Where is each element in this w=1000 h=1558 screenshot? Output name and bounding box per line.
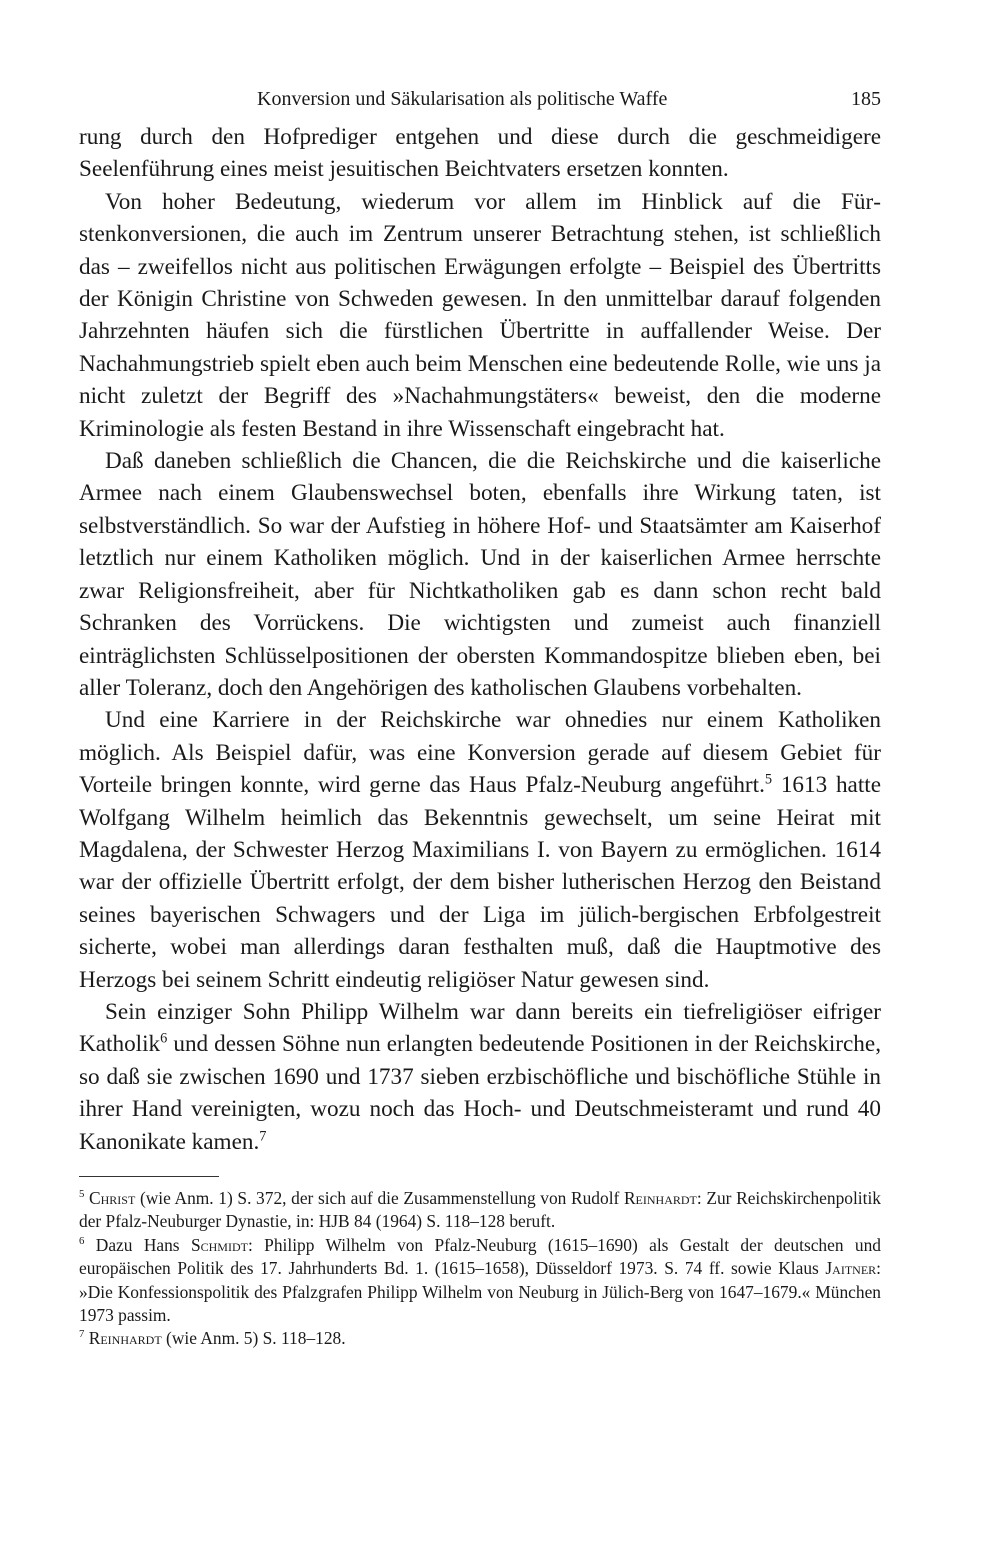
paragraph-2: Von hoher Bedeutung, wiederum vor allem im Hinblick auf die Fürstenkonversionen, die auch im Zentrum unserer Betrachtung stehen, ist schließlich das – zweifellos nicht aus politischen Erwägungen erfolgte – Beispiel des Übertritts der Königin Christine von Schweden gewesen. In den unmittelbar darauf folgenden Jahrzehnten häufen sich die fürstlichen Übertritte in auffallender Weise. Der Nachahmungstrieb spielt eben auch beim Menschen eine bedeutende Rolle, wie uns ja nicht zuletzt der Begriff des »Nachahmungstäters« beweist, den die moderne Kriminologie als festen Bestand in ihre Wissenschaft eingebracht hat. (79, 188, 881, 442)
footnote-ref-5: 5 (764, 771, 773, 788)
footnote-ref-6: 6 (160, 1030, 168, 1047)
paragraph-1: rung durch den Hofprediger entgehen und diese durch die geschmeidigere Seelenführung eines meist jesuitischen Beichtvaters ersetzen konnten. (79, 124, 881, 183)
footnote-6: $^6$ Dazu Hans Schmidt: Philipp Wilhelm von Pfalz-Neuburg (1615–1690) als Gestalt der deutschen und europäischen Politik des 17. Jahrhunderts Bd. 1. (1615–1658), Düsseldorf 1973. S. 74 ff. sowie Klaus Jaitner: »Die Konfessionspolitik des Pfalzgrafen Philipp Wilhelm von Neuburg in Jülich-Berg von 1647–1679.« München 1973 passim. (79, 1234, 882, 1326)
footnote-divider (79, 1176, 219, 1177)
paragraph-3: Daß daneben schließlich die Chancen, die die Reichskirche und die kaiserliche Armee nach einem Glaubenswechsel boten, ebenfalls ihre Wirkung taten, ist selbstverständlich. So war der Aufstieg in höhere Hof- und Staatsämter am Kaiserhof letztlich nur einem Katholiken möglich. Und in der kaiserlichen Armee herrschte zwar Religionsfreiheit, aber für Nichtkatholiken gab es dann schon recht bald Schranken des Vorrückens. Die wichtigsten und zumeist auch finanziell einträglichsten Schlüsselpositionen der obersten Kommandospitze blieben eben, bei aller Toleranz, doch den Angehörigen des katholischen Glaubens vorbehalten. (79, 448, 881, 701)
book-page (79, 88, 881, 1351)
footnote-ref-7: 7 (259, 1127, 267, 1144)
footnote-5: $^5$ Christ (wie Anm. 1) S. 372, der sich auf die Zusammenstellung von Rudolf Reinhardt: Zur Reichskirchenpolitik der Pfalz-Neuburger Dynastie, in: HJB 84 (1964) S. 118–128 beruft. (79, 1188, 881, 1232)
paragraph-5: Sein einziger Sohn Philipp Wilhelm war dann bereits ein tiefreligiöser eifriger Katholik$^6$ und dessen Söhne nun erlangten bedeutende Positionen in der Reichskirche, so daß sie zwischen 1690 und 1737 sieben erzbischöfliche und bischöfliche Stühle in ihrer Hand vereinigten, wozu noch das Hoch- und Deutschmeisteramt und rund 40 Kanonikate kamen.$^7$ (79, 998, 881, 1155)
page-number: 185 (851, 88, 881, 110)
body-text (79, 121, 881, 1158)
running-header (79, 88, 881, 111)
footnote-7: $^7$ Reinhardt (wie Anm. 5) S. 118–128. (79, 1328, 346, 1349)
running-title: Konversion und Säkularisation als politische Waffe (257, 88, 668, 110)
footnotes (79, 1187, 881, 1351)
paragraph-4: Und eine Karriere in der Reichskirche war ohnedies nur einem Katholiken möglich. Als Beispiel dafür, was eine Konversion gerade auf diesem Gebiet für Vorteile bringen konnte, wird gerne das Haus Pfalz-Neuburg angeführt.$^5$ 1613 hatte Wolfgang Wilhelm heimlich das Bekenntnis gewechselt, um seine Heirat mit Magdalena, der Schwester Herzog Maximilians I. von Bayern zu ermöglichen. 1614 war der offizielle Übertritt erfolgt, der dem bisher lutherischen Herzog den Beistand seines bayerischen Schwagers und der Liga im jülich-bergischen Erbfolgestreit sicherte, wobei man allerdings daran festhalten muß, daß die Hauptmotive des Herzogs bei seinem Schritt eindeutig religiöser Natur gewesen sind. (79, 707, 882, 993)
